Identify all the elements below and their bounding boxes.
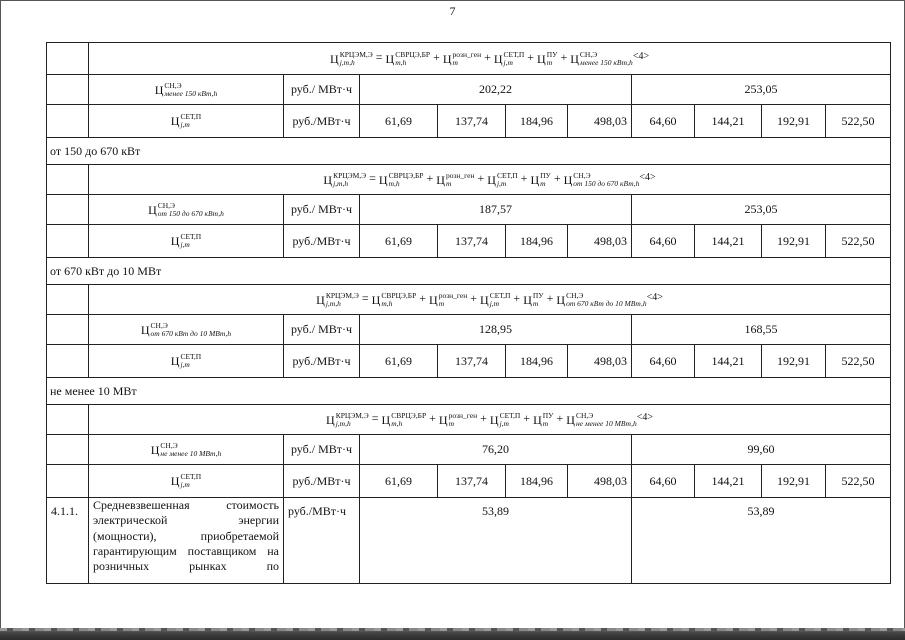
- formula-t4-sub: m: [542, 418, 549, 428]
- formula-t1-sub: m,h: [388, 178, 400, 188]
- formula-t4-sup: ПУ: [546, 49, 558, 59]
- sn-value-right: 168,55: [632, 315, 891, 345]
- net-row: [47, 345, 891, 378]
- unit-cell: руб./ МВт·ч: [284, 315, 360, 345]
- formula-t4-sub: m: [540, 178, 546, 188]
- empty-cell: [47, 75, 89, 105]
- net-value: 137,74: [438, 225, 506, 258]
- sn-value-right: 253,05: [632, 75, 891, 105]
- formula-t3-sup: СЕТ,П: [496, 170, 518, 180]
- formula-t4-sub: m: [546, 57, 553, 67]
- formula-row: [47, 405, 891, 435]
- empty-cell: [47, 165, 89, 195]
- empty-cell: [47, 465, 89, 498]
- empty-cell: [47, 435, 89, 465]
- net-value: 498,03: [568, 345, 632, 378]
- net-value: 192,91: [762, 345, 826, 378]
- item-unit: руб./МВт·ч: [284, 498, 360, 584]
- net-value: 64,60: [632, 225, 695, 258]
- sn-sub: от 150 до 670 кВт,h: [157, 208, 224, 218]
- formula-t3-base: Ц: [487, 172, 496, 187]
- description-line: розничных рынках по: [93, 559, 279, 574]
- formula-t1-base: Ц: [371, 292, 381, 307]
- net-value: 61,69: [360, 345, 438, 378]
- formula-lhs-sup: КРЦЭМ,Э: [339, 49, 373, 59]
- net-sup: СЕТ,П: [180, 232, 202, 242]
- net-value: 192,91: [762, 105, 826, 138]
- net-row: [47, 465, 891, 498]
- formula-t1-sub: m,h: [391, 418, 403, 428]
- sn-sub: от 670 кВт до 10 МВт,h: [150, 328, 232, 338]
- net-symbol-cell: [89, 105, 284, 138]
- sn-value-right: 253,05: [632, 195, 891, 225]
- sn-base: Ц: [150, 442, 160, 457]
- unit-cell: руб./МВт·ч: [284, 345, 360, 378]
- formula-lhs-base: Ц: [323, 172, 333, 187]
- formula-row: [47, 165, 891, 195]
- sn-base: Ц: [154, 82, 164, 97]
- formula-t1-base: Ц: [381, 412, 391, 427]
- formula-t4-symbol: [523, 292, 543, 308]
- empty-cell: [47, 315, 89, 345]
- formula-t2-sup: розн_ген: [445, 170, 475, 180]
- net-base: Ц: [170, 354, 180, 369]
- formula-t5-symbol: [556, 292, 646, 308]
- formula-t2-sub: m: [438, 298, 445, 308]
- sn-row: [47, 315, 891, 345]
- formula-cell: [89, 285, 891, 315]
- formula-t5-sub: от 670 кВт до 10 МВт,h: [566, 298, 647, 308]
- formula-t5-base: Ц: [566, 412, 575, 427]
- empty-cell: [47, 105, 89, 138]
- net-value: 61,69: [360, 225, 438, 258]
- formula-t4-symbol: [533, 412, 553, 428]
- formula-t1-base: Ц: [385, 51, 395, 66]
- formula-t5-sup: СН,Э: [575, 410, 594, 420]
- formula-t5-base: Ц: [563, 172, 573, 187]
- net-value: 522,50: [826, 105, 891, 138]
- sn-value-left: 76,20: [360, 435, 632, 465]
- formula-t2-base: Ц: [438, 412, 448, 427]
- net-value: 184,96: [506, 345, 568, 378]
- formula-t3-symbol: [494, 51, 524, 67]
- net-value: 64,60: [632, 465, 695, 498]
- net-symbol: [171, 473, 201, 489]
- formula-t2-sup: розн_ген: [448, 410, 478, 420]
- net-value: 498,03: [568, 105, 632, 138]
- empty-cell: [47, 225, 89, 258]
- item-row: [47, 498, 891, 584]
- category-heading: от 150 до 670 кВт: [47, 138, 891, 165]
- formula-row: [47, 43, 891, 75]
- sn-symbol-cell: [89, 75, 284, 105]
- net-value: 64,60: [632, 345, 695, 378]
- formula-lhs-base: Ц: [330, 51, 339, 66]
- tariff-table: [46, 42, 891, 584]
- sn-value-left: 202,22: [360, 75, 632, 105]
- formula: Ц КРЦЭМ,Э j,m,h = Ц СВРЦЭ,БР m,h + Ц розн_ген m + Ц СЕТ,П j,m + Ц ПУ m + Ц СН,Э от 150 до 670 кВт,h <4>: [323, 170, 656, 188]
- formula-t5-sub: от 150 до 670 кВт,h: [573, 178, 640, 188]
- sn-symbol: [148, 202, 224, 218]
- formula-t3-base: Ц: [493, 51, 503, 66]
- sn-row: [47, 435, 891, 465]
- formula-t2-sub: m: [445, 178, 452, 188]
- net-base: Ц: [170, 114, 180, 129]
- formula-t3-sup: СЕТ,П: [503, 49, 525, 59]
- formula-t3-sub: j,m: [503, 57, 513, 67]
- formula-t5-sup: СН,Э: [573, 170, 591, 180]
- formula-lhs-sup: КРЦЭМ,Э: [325, 290, 359, 300]
- net-sub: j,m: [180, 240, 190, 250]
- formula-lhs-sup: КРЦЭМ,Э: [333, 170, 367, 180]
- formula-t4-sup: ПУ: [542, 410, 554, 420]
- scan-edge: [0, 628, 905, 640]
- formula-cell: [89, 405, 891, 435]
- formula-t3-sub: j,m: [496, 178, 507, 188]
- net-value: 144,21: [695, 465, 762, 498]
- formula-lhs-sub: j,m,h: [339, 57, 355, 67]
- formula-t5-sub: не менее 10 МВт,h: [575, 418, 637, 428]
- page-number: 7: [449, 4, 456, 18]
- net-symbol-cell: [89, 345, 284, 378]
- formula-t3-sup: СЕТ,П: [499, 410, 521, 420]
- category-heading-row: [47, 138, 891, 165]
- sn-symbol: [151, 442, 222, 458]
- net-symbol: [171, 113, 201, 129]
- formula: Ц КРЦЭМ,Э j,m,h = Ц СВРЦЭ,БР m,h + Ц розн_ген m + Ц СЕТ,П j,m + Ц ПУ m + Ц СН,Э не менее 10 МВт,h <4>: [326, 410, 654, 428]
- net-sub: j,m: [180, 360, 190, 370]
- sn-value-left: 187,57: [360, 195, 632, 225]
- net-value: 144,21: [695, 345, 762, 378]
- formula-t1-sub: m,h: [395, 57, 407, 67]
- empty-cell: [47, 345, 89, 378]
- formula-t5-symbol: [566, 412, 637, 428]
- formula-t1-symbol: [372, 292, 417, 308]
- formula-t5-sub: менее 150 кВт,h: [579, 57, 633, 67]
- empty-cell: [47, 285, 89, 315]
- unit-cell: руб./МВт·ч: [284, 225, 360, 258]
- formula-lhs-sup: КРЦЭМ,Э: [335, 410, 369, 420]
- net-value: 498,03: [568, 465, 632, 498]
- description-line: (мощности), приобретаемой: [93, 528, 279, 543]
- sn-row: [47, 195, 891, 225]
- net-row: [47, 105, 891, 138]
- net-value: 522,50: [826, 345, 891, 378]
- sn-symbol: [155, 82, 218, 98]
- net-value: 184,96: [506, 225, 568, 258]
- net-value: 522,50: [826, 225, 891, 258]
- net-sup: СЕТ,П: [180, 352, 202, 362]
- formula-lhs-symbol: [323, 172, 366, 188]
- description-line: электрической энергии: [93, 513, 279, 528]
- table-body: [47, 43, 891, 584]
- sn-sup: СН,Э: [150, 320, 168, 330]
- net-sup: СЕТ,П: [180, 112, 202, 122]
- net-value: 184,96: [506, 465, 568, 498]
- formula-t4-sub: m: [532, 298, 539, 308]
- formula-t2-symbol: [436, 172, 474, 188]
- net-value: 144,21: [695, 225, 762, 258]
- net-value: 498,03: [568, 225, 632, 258]
- formula-t2-sub: m: [452, 57, 458, 67]
- net-row: [47, 225, 891, 258]
- net-sup: СЕТ,П: [180, 472, 202, 482]
- formula-t4-base: Ц: [537, 51, 546, 66]
- category-heading: от 670 кВт до 10 МВт: [47, 258, 891, 285]
- sn-value-right: 99,60: [632, 435, 891, 465]
- formula-t5-symbol: [570, 51, 633, 67]
- sn-symbol: [141, 322, 231, 338]
- sn-symbol-cell: [89, 435, 284, 465]
- formula-t3-sub: j,m: [489, 298, 500, 308]
- empty-cell: [47, 195, 89, 225]
- formula-t1-sup: СВРЦЭ,БР: [388, 170, 424, 180]
- net-symbol: [171, 233, 201, 249]
- sn-base: Ц: [148, 202, 157, 217]
- formula-t4-base: Ц: [533, 412, 542, 427]
- net-symbol: [171, 353, 201, 369]
- net-value: 144,21: [695, 105, 762, 138]
- net-value: 137,74: [438, 465, 506, 498]
- sn-sub: не менее 10 МВт,h: [160, 448, 222, 458]
- net-sub: j,m: [180, 480, 190, 490]
- net-base: Ц: [170, 474, 180, 489]
- formula-t1-base: Ц: [378, 172, 388, 187]
- unit-cell: руб./МВт·ч: [284, 105, 360, 138]
- net-value: 64,60: [632, 105, 695, 138]
- sn-sub: менее 150 кВт,h: [164, 88, 218, 98]
- formula-lhs-base: Ц: [316, 292, 325, 307]
- empty-cell: [47, 43, 89, 75]
- net-value: 137,74: [438, 345, 506, 378]
- formula-t4-base: Ц: [530, 172, 540, 187]
- formula-lhs-symbol: [330, 51, 373, 67]
- formula-t5-base: Ц: [556, 292, 566, 307]
- formula-t2-base: Ц: [436, 172, 445, 187]
- net-value: 192,91: [762, 225, 826, 258]
- formula-t2-base: Ц: [429, 292, 438, 307]
- category-heading-row: [47, 258, 891, 285]
- formula-t4-symbol: [530, 172, 550, 188]
- formula-t1-sup: СВРЦЭ,БР: [395, 49, 431, 59]
- formula-t5-sup: СН,Э: [566, 290, 584, 300]
- net-value: 61,69: [360, 465, 438, 498]
- net-value: 137,74: [438, 105, 506, 138]
- formula-t3-base: Ц: [489, 412, 499, 427]
- formula-t2-symbol: [439, 412, 477, 428]
- sn-sup: СН,Э: [164, 80, 182, 90]
- sn-row: [47, 75, 891, 105]
- formula-t4-symbol: [537, 51, 557, 67]
- formula-t3-sub: j,m: [499, 418, 509, 428]
- item-description: [89, 498, 284, 584]
- formula-t5-symbol: [564, 172, 640, 188]
- formula-row: [47, 285, 891, 315]
- formula-t2-base: Ц: [442, 51, 452, 66]
- formula-cell: [89, 165, 891, 195]
- net-value: 522,50: [826, 465, 891, 498]
- formula-lhs-sub: j,m,h: [335, 418, 351, 428]
- sn-base: Ц: [140, 322, 150, 337]
- sn-value-left: 128,95: [360, 315, 632, 345]
- formula-t1-symbol: [386, 51, 431, 67]
- formula-t2-symbol: [443, 51, 481, 67]
- unit-cell: руб./ МВт·ч: [284, 75, 360, 105]
- formula-t2-symbol: [429, 292, 467, 308]
- formula-t1-sup: СВРЦЭ,БР: [391, 410, 427, 420]
- description-line: Средневзвешенная стоимость: [93, 498, 279, 512]
- formula-t1-symbol: [379, 172, 424, 188]
- sn-sup: СН,Э: [160, 440, 178, 450]
- formula-t2-sup: розн_ген: [452, 49, 482, 59]
- category-heading: не менее 10 МВт: [47, 378, 891, 405]
- net-value: 184,96: [506, 105, 568, 138]
- net-symbol-cell: [89, 225, 284, 258]
- item-value-right: 53,89: [632, 498, 891, 584]
- sn-symbol-cell: [89, 315, 284, 345]
- formula-t5-base: Ц: [570, 51, 579, 66]
- net-base: Ц: [170, 234, 180, 249]
- formula-t3-base: Ц: [480, 292, 489, 307]
- formula-cell: [89, 43, 891, 75]
- unit-cell: руб./ МВт·ч: [284, 435, 360, 465]
- formula-t1-sup: СВРЦЭ,БР: [381, 290, 417, 300]
- formula-t1-symbol: [382, 412, 427, 428]
- formula: Ц КРЦЭМ,Э j,m,h = Ц СВРЦЭ,БР m,h + Ц розн_ген m + Ц СЕТ,П j,m + Ц ПУ m + Ц СН,Э от 670 кВт до 10 МВт,h <4>: [316, 290, 663, 308]
- item-number: 4.1.1.: [47, 498, 89, 584]
- formula-t4-sup: ПУ: [532, 290, 544, 300]
- formula-lhs-symbol: [326, 412, 369, 428]
- formula-t3-symbol: [487, 172, 517, 188]
- formula-t2-sub: m: [448, 418, 454, 428]
- formula: Ц КРЦЭМ,Э j,m,h = Ц СВРЦЭ,БР m,h + Ц розн_ген m + Ц СЕТ,П j,m + Ц ПУ m + Ц СН,Э менее 150 кВт,h <4>: [330, 49, 650, 67]
- net-value: 192,91: [762, 465, 826, 498]
- formula-t3-symbol: [490, 412, 520, 428]
- formula-lhs-sub: j,m,h: [333, 178, 349, 188]
- empty-cell: [47, 405, 89, 435]
- formula-lhs-base: Ц: [326, 412, 335, 427]
- net-sub: j,m: [180, 120, 190, 130]
- formula-t1-sub: m,h: [381, 298, 393, 308]
- description-line: гарантирующим поставщиком на: [93, 544, 279, 559]
- unit-cell: руб./МВт·ч: [284, 465, 360, 498]
- formula-t5-sup: СН,Э: [579, 49, 598, 59]
- formula-t3-symbol: [480, 292, 510, 308]
- formula-t4-sup: ПУ: [540, 170, 551, 180]
- sn-symbol-cell: [89, 195, 284, 225]
- category-heading-row: [47, 378, 891, 405]
- net-value: 61,69: [360, 105, 438, 138]
- formula-t4-base: Ц: [523, 292, 532, 307]
- item-value-left: 53,89: [360, 498, 632, 584]
- net-symbol-cell: [89, 465, 284, 498]
- formula-t3-sup: СЕТ,П: [489, 290, 511, 300]
- sn-sup: СН,Э: [157, 200, 176, 210]
- unit-cell: руб./ МВт·ч: [284, 195, 360, 225]
- formula-t2-sup: розн_ген: [438, 290, 468, 300]
- formula-lhs-symbol: [316, 292, 359, 308]
- formula-lhs-sub: j,m,h: [325, 298, 341, 308]
